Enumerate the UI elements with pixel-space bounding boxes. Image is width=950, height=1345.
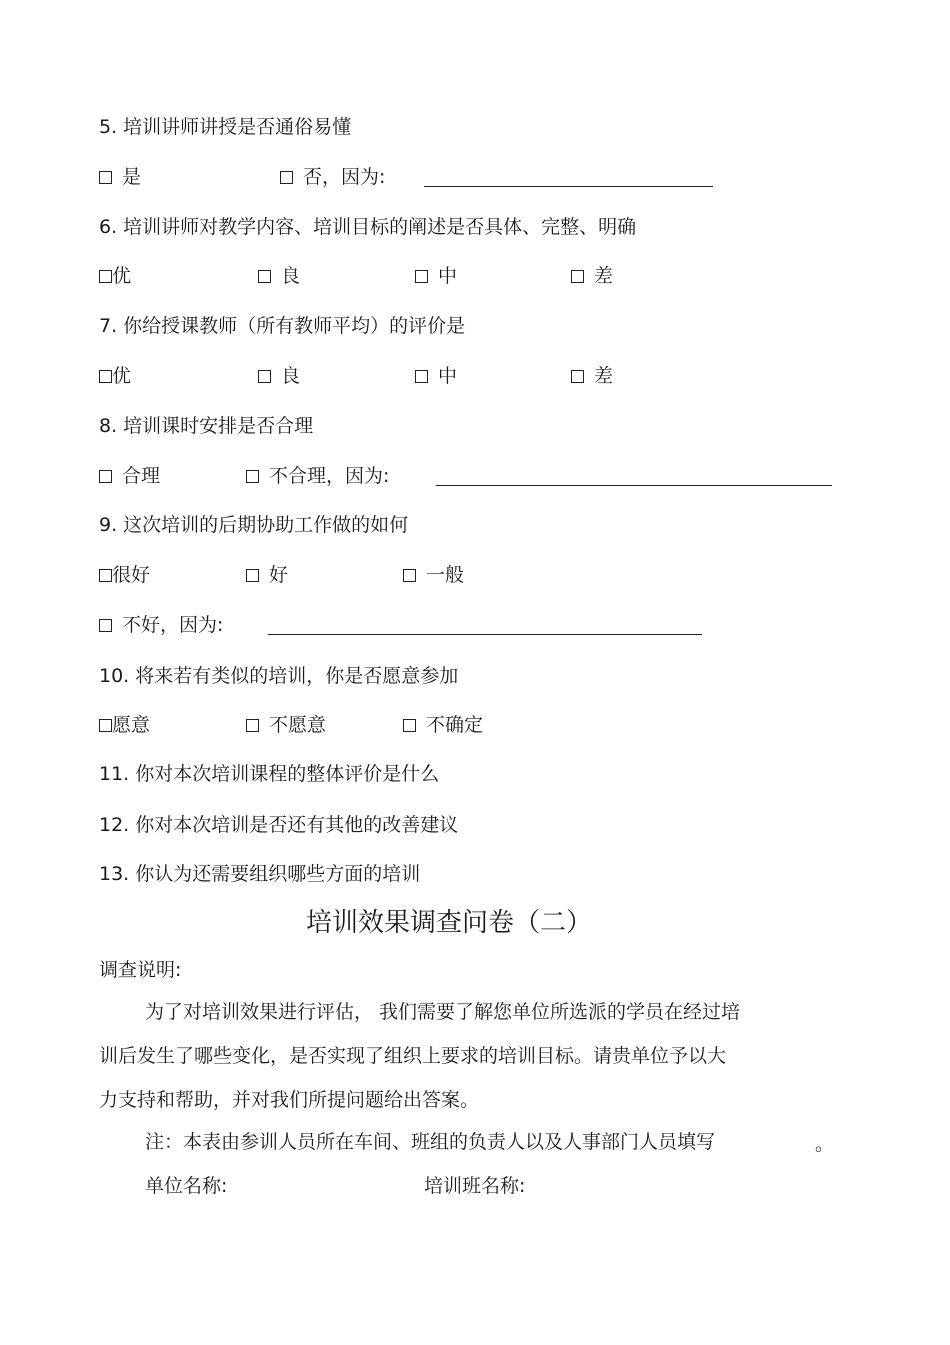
unit-name-label: 单位名称: xyxy=(145,1175,228,1197)
survey-title: 培训效果调查问卷（二） xyxy=(306,908,593,938)
checkbox-icon[interactable] xyxy=(415,270,428,283)
checkbox-icon[interactable] xyxy=(258,370,271,383)
q9-option-very-good[interactable] xyxy=(99,563,150,587)
option-label: 良 xyxy=(281,265,301,287)
checkbox-icon[interactable] xyxy=(258,270,271,283)
q6-option-good[interactable] xyxy=(258,264,300,288)
q6-option-excellent[interactable] xyxy=(99,264,131,288)
checkbox-icon[interactable] xyxy=(246,470,259,483)
checkbox-icon[interactable] xyxy=(99,470,112,483)
question-5: 5. 培训讲师讲授是否通俗易懂 xyxy=(99,116,352,138)
note-end-mark: 。 xyxy=(815,1133,835,1155)
checkbox-icon[interactable] xyxy=(403,719,416,732)
q7-option-excellent[interactable] xyxy=(99,364,131,388)
note: 注：本表由参训人员所在车间、班组的负责人以及人事部门人员填写 xyxy=(145,1131,716,1153)
option-label: 差 xyxy=(594,365,614,387)
q8-reason-blank[interactable] xyxy=(436,485,832,486)
checkbox-icon[interactable] xyxy=(403,569,416,582)
q6-option-medium[interactable] xyxy=(415,264,457,288)
option-label: 不确定 xyxy=(426,714,484,736)
option-label: 一般 xyxy=(426,564,465,586)
intro-label: 调查说明: xyxy=(99,959,182,981)
option-label: 愿意 xyxy=(112,714,151,736)
checkbox-icon[interactable] xyxy=(99,719,112,732)
checkbox-icon[interactable] xyxy=(99,270,112,283)
class-name-label: 培训班名称: xyxy=(424,1175,526,1197)
option-label: 中 xyxy=(438,365,458,387)
option-label: 合理 xyxy=(122,465,161,487)
question-12: 12. 你对本次培训是否还有其他的改善建议 xyxy=(99,814,459,836)
q7-option-medium[interactable] xyxy=(415,364,457,388)
q5-option-yes[interactable] xyxy=(99,165,141,189)
option-label: 是 xyxy=(122,166,142,188)
q10-option-unsure[interactable] xyxy=(403,713,483,737)
q8-option-reasonable[interactable] xyxy=(99,464,160,488)
q6-option-poor[interactable] xyxy=(571,264,613,288)
q9-option-bad[interactable] xyxy=(99,613,223,637)
checkbox-icon[interactable] xyxy=(415,370,428,383)
checkbox-icon[interactable] xyxy=(571,270,584,283)
intro-paragraph-line-3: 力支持和帮助，并对我们所提问题给出答案。 xyxy=(99,1089,480,1111)
option-label: 很好 xyxy=(112,564,151,586)
checkbox-icon[interactable] xyxy=(280,171,293,184)
checkbox-icon[interactable] xyxy=(99,171,112,184)
question-8: 8. 培训课时安排是否合理 xyxy=(99,415,314,437)
option-label: 不愿意 xyxy=(269,714,327,736)
option-label: 中 xyxy=(438,265,458,287)
q5-reason-blank[interactable] xyxy=(424,186,713,187)
checkbox-icon[interactable] xyxy=(246,569,259,582)
q9-option-average[interactable] xyxy=(403,563,464,587)
intro-paragraph-line-2: 训后发生了哪些变化，是否实现了组织上要求的培训目标。请贵单位予以大 xyxy=(99,1045,727,1067)
q9-option-good[interactable] xyxy=(246,563,288,587)
option-label: 差 xyxy=(594,265,614,287)
checkbox-icon[interactable] xyxy=(99,370,112,383)
question-6: 6. 培训讲师对教学内容、培训目标的阐述是否具体、完整、明确 xyxy=(99,216,637,238)
q7-option-poor[interactable] xyxy=(571,364,613,388)
option-label: 良 xyxy=(281,365,301,387)
q8-option-unreasonable[interactable] xyxy=(246,464,389,488)
option-label: 不合理，因为: xyxy=(269,465,390,487)
checkbox-icon[interactable] xyxy=(246,719,259,732)
option-label: 好 xyxy=(269,564,289,586)
checkbox-icon[interactable] xyxy=(99,569,112,582)
question-11: 11. 你对本次培训课程的整体评价是什么 xyxy=(99,763,440,785)
checkbox-icon[interactable] xyxy=(99,619,112,632)
checkbox-icon[interactable] xyxy=(571,370,584,383)
q7-option-good[interactable] xyxy=(258,364,300,388)
q5-option-no[interactable] xyxy=(280,165,385,189)
question-10: 10. 将来若有类似的培训，你是否愿意参加 xyxy=(99,665,459,687)
option-label: 否，因为: xyxy=(303,166,386,188)
question-9: 9. 这次培训的后期协助工作做的如何 xyxy=(99,514,409,536)
q10-option-unwilling[interactable] xyxy=(246,713,326,737)
question-13: 13. 你认为还需要组织哪些方面的培训 xyxy=(99,863,421,885)
option-label: 优 xyxy=(112,265,132,287)
intro-paragraph-line-1: 为了对培训效果进行评估， 我们需要了解您单位所选派的学员在经过培 xyxy=(145,1001,741,1023)
q9-reason-blank[interactable] xyxy=(268,634,702,635)
option-label: 不好，因为: xyxy=(122,614,224,636)
option-label: 优 xyxy=(112,365,132,387)
q10-option-willing[interactable] xyxy=(99,713,150,737)
question-7: 7. 你给授课教师（所有教师平均）的评价是 xyxy=(99,315,466,337)
